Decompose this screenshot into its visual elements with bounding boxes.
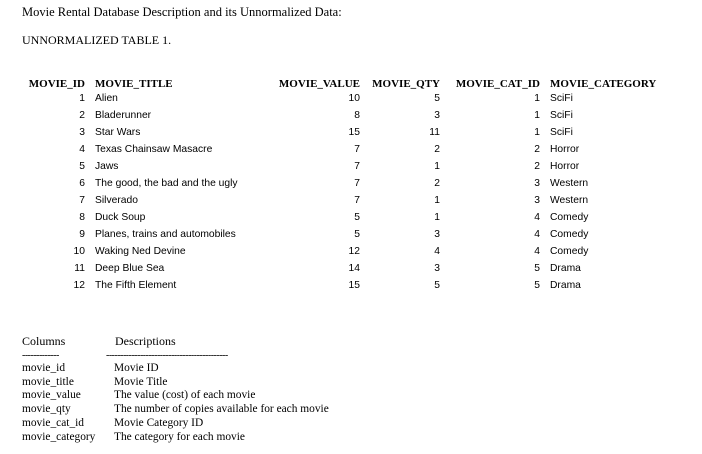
cell-movie-value: 12 [348, 246, 360, 257]
column-names-list [22, 362, 95, 444]
cell-movie-title: Jaws [95, 161, 119, 172]
table-row [22, 175, 665, 192]
column-descriptions-list [114, 362, 329, 444]
table-row [22, 107, 665, 124]
cell-movie-qty: 4 [434, 246, 440, 257]
column-name: movie_category [22, 430, 96, 443]
cell-movie-value: 5 [354, 229, 360, 240]
table-row [22, 209, 665, 226]
cell-movie-qty: 3 [434, 263, 440, 274]
column-name: movie_value [22, 389, 81, 402]
column-name: movie_cat_id [22, 416, 84, 429]
cell-movie-title: The Fifth Element [95, 280, 177, 291]
cell-movie-qty: 1 [434, 161, 440, 172]
cell-movie-id: 8 [79, 212, 85, 223]
cell-movie-title: Star Wars [95, 127, 141, 138]
cell-movie-title: Planes, trains and automobiles [95, 229, 236, 240]
cell-movie-value: 7 [354, 195, 360, 206]
header-movie-id: MOVIE_ID [28, 78, 85, 90]
column-description: The number of copies available for each movie [114, 403, 329, 416]
cell-movie-cat-id: 1 [534, 110, 540, 121]
cell-movie-qty: 1 [434, 212, 440, 223]
cell-movie-cat-id: 5 [534, 263, 540, 274]
cell-movie-id: 2 [79, 110, 85, 121]
cell-movie-qty: 5 [434, 93, 440, 104]
header-movie-cat-id: MOVIE_CAT_ID [455, 78, 540, 90]
cell-movie-value: 7 [354, 144, 360, 155]
cell-movie-qty: 3 [434, 110, 440, 121]
cell-movie-category: Horror [550, 144, 580, 155]
cell-movie-qty: 11 [429, 127, 440, 138]
document-title: Movie Rental Database Description and its Unnormalized Data: [22, 5, 342, 19]
cell-movie-value: 8 [354, 110, 360, 121]
table-row [22, 141, 665, 158]
cell-movie-cat-id: 3 [534, 195, 540, 206]
cell-movie-value: 14 [348, 263, 360, 274]
cell-movie-category: Western [550, 195, 589, 206]
cell-movie-cat-id: 5 [534, 280, 540, 291]
cell-movie-id: 6 [79, 178, 85, 189]
header-movie-category: MOVIE_CATEGORY [550, 78, 657, 90]
cell-movie-category: Comedy [550, 229, 589, 240]
cell-movie-title: Duck Soup [95, 212, 146, 223]
table-row [22, 192, 665, 209]
table-row [22, 226, 665, 243]
cell-movie-cat-id: 4 [534, 229, 540, 240]
column-description: Movie Category ID [114, 416, 204, 429]
descriptions-descriptions-heading: Descriptions [115, 334, 176, 348]
cell-movie-title: Deep Blue Sea [95, 263, 165, 274]
header-movie-value: MOVIE_VALUE [278, 78, 360, 90]
cell-movie-cat-id: 4 [534, 212, 540, 223]
cell-movie-qty: 1 [434, 195, 440, 206]
header-movie-title: MOVIE_TITLE [95, 78, 173, 90]
cell-movie-category: SciFi [550, 110, 573, 121]
cell-movie-cat-id: 2 [534, 144, 540, 155]
cell-movie-category: Drama [550, 280, 581, 291]
cell-movie-value: 7 [354, 161, 360, 172]
cell-movie-qty: 3 [434, 229, 440, 240]
cell-movie-id: 7 [79, 195, 85, 206]
header-movie-qty: MOVIE_QTY [372, 78, 440, 90]
cell-movie-value: 10 [348, 93, 360, 104]
cell-movie-id: 11 [74, 263, 85, 274]
cell-movie-qty: 2 [434, 178, 440, 189]
descriptions-columns-heading: Columns [22, 334, 66, 348]
cell-movie-value: 5 [354, 212, 360, 223]
cell-movie-id: 1 [79, 93, 85, 104]
cell-movie-title: Bladerunner [95, 110, 152, 121]
cell-movie-id: 9 [79, 229, 85, 240]
cell-movie-category: Western [550, 178, 589, 189]
column-name: movie_id [22, 362, 66, 374]
table-row [22, 124, 665, 141]
cell-movie-cat-id: 3 [534, 178, 540, 189]
cell-movie-id: 3 [79, 127, 85, 138]
cell-movie-cat-id: 4 [534, 246, 540, 257]
table-label: UNNORMALIZED TABLE 1. [22, 33, 172, 47]
column-description: Movie Title [114, 375, 168, 388]
column-description: The value (cost) of each movie [114, 389, 256, 402]
cell-movie-category: Horror [550, 161, 580, 172]
cell-movie-qty: 2 [434, 144, 440, 155]
cell-movie-cat-id: 1 [534, 93, 540, 104]
table-row [22, 277, 665, 294]
cell-movie-category: SciFi [550, 127, 573, 138]
table-header-row [22, 74, 665, 90]
cell-movie-category: Comedy [550, 246, 589, 257]
cell-movie-title: Texas Chainsaw Masacre [95, 144, 213, 155]
cell-movie-category: Drama [550, 263, 581, 274]
table-row [22, 158, 665, 175]
table-row [22, 90, 665, 107]
cell-movie-title: Silverado [95, 195, 138, 206]
cell-movie-id: 5 [79, 161, 85, 172]
cell-movie-cat-id: 1 [534, 127, 540, 138]
column-description: Movie ID [114, 362, 159, 374]
cell-movie-category: SciFi [550, 93, 573, 104]
table-row [22, 243, 665, 260]
cell-movie-id: 4 [79, 144, 85, 155]
cell-movie-title: The good, the bad and the ugly [95, 178, 238, 189]
cell-movie-value: 7 [354, 178, 360, 189]
cell-movie-value: 15 [348, 280, 360, 291]
movies-table [22, 74, 665, 294]
cell-movie-id: 10 [73, 246, 85, 257]
column-description: The category for each movie [114, 430, 245, 443]
column-name: movie_qty [22, 403, 71, 416]
columns-divider: ------------- [22, 350, 59, 361]
cell-movie-qty: 5 [434, 280, 440, 291]
column-name: movie_title [22, 375, 74, 388]
table-row [22, 260, 665, 277]
descriptions-divider: ------------------------------------------- [106, 350, 228, 361]
cell-movie-title: Waking Ned Devine [95, 246, 186, 257]
cell-movie-category: Comedy [550, 212, 589, 223]
cell-movie-value: 15 [348, 127, 360, 138]
cell-movie-id: 12 [73, 280, 85, 291]
cell-movie-cat-id: 2 [534, 161, 540, 172]
cell-movie-title: Alien [95, 93, 118, 104]
